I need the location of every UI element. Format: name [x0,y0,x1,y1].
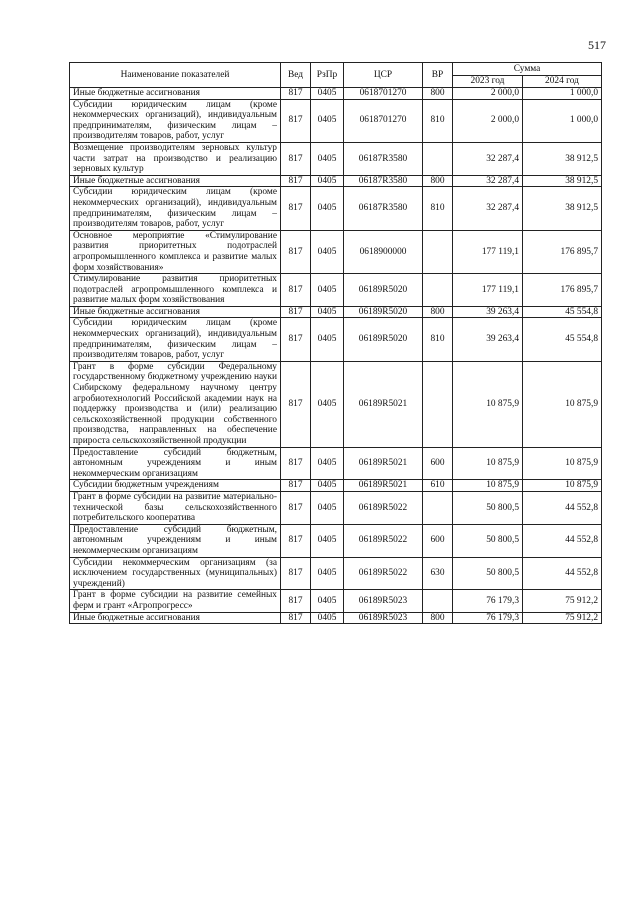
cell-rzpr: 0405 [311,187,344,230]
cell-vr: 630 [423,557,453,590]
cell-name: Иные бюджетные ассигнования [70,612,281,624]
cell-csr: 06189R5023 [344,590,423,612]
cell-2024: 45 554,8 [523,306,602,318]
cell-vr [423,274,453,307]
cell-2024: 10 875,9 [523,480,602,492]
table-row [70,175,602,187]
cell-2024: 38 912,5 [523,187,602,230]
header-2024: 2024 год [523,76,602,88]
cell-rzpr: 0405 [311,318,344,361]
cell-csr: 06189R5023 [344,612,423,624]
cell-ved: 817 [281,491,311,524]
cell-rzpr: 0405 [311,557,344,590]
cell-csr: 06189R5021 [344,361,423,447]
cell-rzpr: 0405 [311,230,344,273]
cell-name: Предоставление субсидий бюджетным, автономным учреждениям и иным некоммерческим организациям [70,447,281,480]
cell-vr: 810 [423,99,453,142]
cell-ved: 817 [281,274,311,307]
cell-name: Грант в форме субсидии Федеральному государственному бюджетному учреждению науки Сибирскому федеральному научному центру агробиотехнологий Российской академии наук на поддержку производства и (или) реализацию сельскохозяйственной продукции собственного производства, направленных на обеспечение прироста сельскохозяйственной продукции [70,361,281,447]
cell-2023: 76 179,3 [453,590,523,612]
table-row [70,361,602,447]
cell-vr [423,230,453,273]
cell-csr: 06189R5022 [344,491,423,524]
cell-ved: 817 [281,318,311,361]
table-row [70,612,602,624]
header-name: Наименование показателей [70,63,281,88]
table-row [70,491,602,524]
cell-csr: 06187R3580 [344,187,423,230]
cell-name: Предоставление субсидий бюджетным, автономным учреждениям и иным некоммерческим организациям [70,524,281,557]
cell-2023: 39 263,4 [453,306,523,318]
cell-vr: 800 [423,612,453,624]
cell-name: Основное мероприятие «Стимулирование развития приоритетных подотраслей агропромышленного комплекса и развитие малых форм хозяйствования» [70,230,281,273]
header-2023: 2023 год [453,76,523,88]
cell-name: Иные бюджетные ассигнования [70,88,281,100]
budget-table [69,62,602,624]
table-row [70,480,602,492]
cell-name: Субсидии юридическим лицам (кроме некоммерческих организаций), индивидуальным предпринимателям, физическим лицам – производителям товаров, работ, услуг [70,99,281,142]
header-csr: ЦСР [344,63,423,88]
cell-2023: 177 119,1 [453,274,523,307]
cell-vr: 600 [423,447,453,480]
cell-csr: 0618900000 [344,230,423,273]
table-row [70,274,602,307]
cell-2024: 44 552,8 [523,491,602,524]
cell-csr: 06189R5022 [344,557,423,590]
header-ved: Вед [281,63,311,88]
cell-ved: 817 [281,612,311,624]
cell-name: Иные бюджетные ассигнования [70,175,281,187]
table-row [70,230,602,273]
cell-2023: 2 000,0 [453,99,523,142]
cell-2024: 38 912,5 [523,175,602,187]
cell-ved: 817 [281,99,311,142]
cell-2024: 38 912,5 [523,142,602,175]
cell-2023: 10 875,9 [453,480,523,492]
cell-rzpr: 0405 [311,480,344,492]
cell-2024: 176 895,7 [523,274,602,307]
cell-rzpr: 0405 [311,612,344,624]
cell-2024: 1 000,0 [523,99,602,142]
cell-name: Стимулирование развития приоритетных подотраслей агропромышленного комплекса и развитие малых форм хозяйствования [70,274,281,307]
cell-vr: 810 [423,318,453,361]
table-row [70,306,602,318]
cell-2023: 50 800,5 [453,491,523,524]
cell-vr: 600 [423,524,453,557]
cell-vr [423,142,453,175]
table-row [70,590,602,612]
cell-2024: 10 875,9 [523,361,602,447]
cell-ved: 817 [281,557,311,590]
cell-rzpr: 0405 [311,142,344,175]
cell-rzpr: 0405 [311,590,344,612]
cell-rzpr: 0405 [311,175,344,187]
cell-vr: 800 [423,306,453,318]
cell-name: Грант в форме субсидии на развитие семейных ферм и грант «Агропрогресс» [70,590,281,612]
cell-2023: 10 875,9 [453,447,523,480]
cell-2024: 75 912,2 [523,612,602,624]
table-row [70,447,602,480]
cell-2024: 176 895,7 [523,230,602,273]
cell-csr: 06189R5021 [344,447,423,480]
header-rzpr: РзПр [311,63,344,88]
cell-ved: 817 [281,590,311,612]
cell-rzpr: 0405 [311,361,344,447]
cell-2024: 1 000,0 [523,88,602,100]
cell-rzpr: 0405 [311,524,344,557]
cell-2023: 50 800,5 [453,557,523,590]
cell-2024: 44 552,8 [523,524,602,557]
cell-csr: 06189R5020 [344,318,423,361]
cell-2023: 177 119,1 [453,230,523,273]
cell-vr [423,491,453,524]
cell-2024: 45 554,8 [523,318,602,361]
cell-csr: 0618701270 [344,88,423,100]
cell-2023: 76 179,3 [453,612,523,624]
table-row [70,187,602,230]
cell-name: Субсидии юридическим лицам (кроме некоммерческих организаций), индивидуальным предпринимателям, физическим лицам – производителям товаров, работ, услуг [70,187,281,230]
cell-ved: 817 [281,480,311,492]
page-number: 517 [588,38,606,52]
cell-vr [423,590,453,612]
cell-2023: 39 263,4 [453,318,523,361]
cell-rzpr: 0405 [311,306,344,318]
cell-ved: 817 [281,142,311,175]
cell-rzpr: 0405 [311,447,344,480]
cell-2023: 32 287,4 [453,142,523,175]
cell-2023: 2 000,0 [453,88,523,100]
cell-vr: 800 [423,175,453,187]
table-body [70,88,602,624]
table-row [70,318,602,361]
table-header [70,63,602,88]
cell-rzpr: 0405 [311,491,344,524]
cell-ved: 817 [281,524,311,557]
cell-csr: 06189R5021 [344,480,423,492]
cell-2023: 32 287,4 [453,187,523,230]
cell-rzpr: 0405 [311,99,344,142]
cell-name: Возмещение производителям зерновых культур части затрат на производство и реализацию зерновых культур [70,142,281,175]
cell-name: Субсидии бюджетным учреждениям [70,480,281,492]
cell-name: Иные бюджетные ассигнования [70,306,281,318]
cell-2024: 10 875,9 [523,447,602,480]
cell-ved: 817 [281,361,311,447]
cell-vr [423,361,453,447]
cell-ved: 817 [281,306,311,318]
cell-vr: 800 [423,88,453,100]
cell-ved: 817 [281,175,311,187]
cell-csr: 06187R3580 [344,175,423,187]
table-row [70,142,602,175]
cell-csr: 06189R5022 [344,524,423,557]
cell-2024: 75 912,2 [523,590,602,612]
cell-csr: 06189R5020 [344,306,423,318]
cell-ved: 817 [281,230,311,273]
cell-vr: 810 [423,187,453,230]
cell-2023: 50 800,5 [453,524,523,557]
header-sum: Сумма [453,63,602,76]
cell-name: Грант в форме субсидии на развитие материально-технической базы сельскохозяйственного потребительского кооператива [70,491,281,524]
table-row [70,557,602,590]
cell-name: Субсидии некоммерческим организациям (за исключением государственных (муниципальных) учреждений) [70,557,281,590]
header-vr: ВР [423,63,453,88]
table-row [70,88,602,100]
cell-csr: 06189R5020 [344,274,423,307]
table-row [70,524,602,557]
cell-rzpr: 0405 [311,88,344,100]
cell-rzpr: 0405 [311,274,344,307]
cell-vr: 610 [423,480,453,492]
cell-2024: 44 552,8 [523,557,602,590]
cell-ved: 817 [281,187,311,230]
cell-csr: 06187R3580 [344,142,423,175]
table-row [70,99,602,142]
cell-ved: 817 [281,88,311,100]
cell-name: Субсидии юридическим лицам (кроме некоммерческих организаций), индивидуальным предпринимателям, физическим лицам – производителям товаров, работ, услуг [70,318,281,361]
cell-2023: 32 287,4 [453,175,523,187]
cell-csr: 0618701270 [344,99,423,142]
cell-ved: 817 [281,447,311,480]
cell-2023: 10 875,9 [453,361,523,447]
